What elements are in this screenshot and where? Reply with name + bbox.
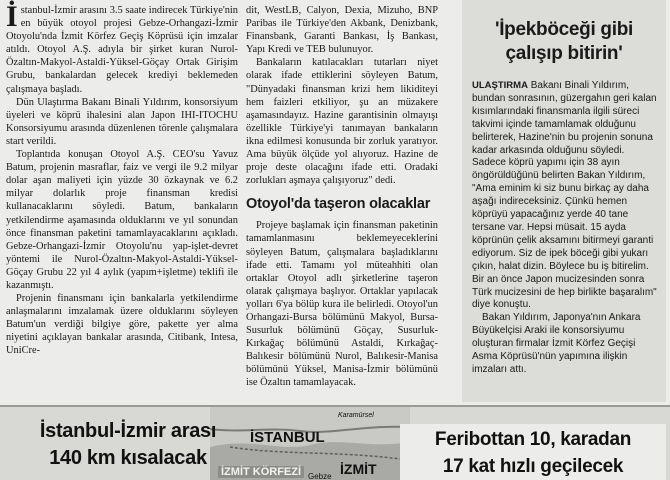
- map-label-izmit: İZMİT: [340, 461, 377, 477]
- paragraph: Projenin finansmanı için bankalarla yetkilendirme anlaşmalarını imzalamak üzere olduklarını söyleyen Batum'un verdiği bilgiye göre, pakette yer alma niyetini açıklayan bankalar arasında, Citibank, Intesa, UniCre-: [6, 293, 238, 357]
- banner-headline-left-line1: İstanbul-İzmir arası: [39, 420, 217, 442]
- paragraph-text: Bakanı Binali Yıldırım, bundan sonrasının, güzergahın geri kalan kısımlarındaki finansmanla ilgili süreci takvimi içinde tamamlamak olduğunu belirterek, Hazine'nin bu projenin sonuna kadar arkasında olduğunu söyledi. Sadece köprü yapımı için 38 ayın öngörüldüğünü belirten Bakan Yıldırım, "Ama eminim ki siz bunu birkaç ay daha aşağı indireceksiniz. Çünkü hemen köprüyü yapacağınız yerde 40 tane tersane var. Hepsi müsait. 15 ayda köprünün çelik aksamını bitirmeyi garanti ediyorum. Siz de ipek böceği gibi yukarı çıkın, halat dizin. Böylece bu iş bitirelim. Bir an önce Japon mucizesinden sonra Türk mucizesini de hep birlikte başaralım" diye konuştu.: [472, 80, 657, 311]
- paragraph: Projeye başlamak için finansman paketinin tamamlanmasını beklemeyeceklerini söyleyen Batum, çalışmalara başladıklarını ifade etti. Tamamı yol müteahhiti olan ortaklar Otoyol adlı şirketlerine taşeron olarak çalışmaya başlıyor. Ortaklar yapılacak yolları 6'ya bölüp kura ile belirledi. Otoyol'un Orhangazi-Bursa bölümünü Makyol, Bursa-Susurluk bölümünü Göçay, Susurluk-Kırkağaç bölümünü Astaldi, Kırkağaç-Balıkesir bölümünü Nurol, Balıkesir-Manisa bölümünü Yüksel, Manisa-İzmir bölümünü ise Özaltın tamamlayacak.: [246, 220, 438, 389]
- map-label-istanbul: İSTANBUL: [250, 429, 325, 446]
- sidebar-body: [462, 80, 666, 377]
- map-label-gebze: Gebze: [308, 472, 332, 480]
- lead-text: stanbul-İzmir arasını 3.5 saate indirecek Türkiye'nin en büyük otoyol projesi Gebze-Orhangazi-İzmir Otoyolu'nda İzmit Körfez Geçiş Köprüsü için imzalar atıldı. Otoyol A.Ş. adıyla bir şirket kuran Nurol-Özaltın-Makyol-Astaldi-Yüksel-Göçay Ortak Girişim Grubu, bankalardan gelecek krediyi beklemeden çalışmaya başladı.: [6, 5, 238, 95]
- paragraph: [472, 80, 660, 312]
- map-label-izmit-korfezi: İZMİT KÖRFEZİ: [218, 466, 304, 478]
- banner-headline-right-line2: 17 kat hızlı geçilecek: [442, 456, 624, 477]
- banner-headline-left: [28, 418, 228, 472]
- paragraph: Bankaların katılacakları tutarları niyet olarak ifade ettiklerini söyleyen Batum, "Dünyadaki finansman krizi hem likiditeyi hem faizleri etkiliyor, şu an müzakere aşamasındayız. Hazine garantisinin olmayışı özellikle Türkiye'yi tanımayan bankaların ikna edilmesi konusunda bir zorluk yaratıyor. Ama büyük ölçüde yol alıyoruz. Hazine de proje deste olacağını ifade etti. Oradaki zorlukları aşmaya çalışıyoruz" dedi.: [246, 57, 438, 187]
- paragraph: Toplantıda konuşan Otoyol A.Ş. CEO'su Yavuz Batum, projenin masraflar, faiz ve vergi ile 9.2 milyar dolar aşan maliyeti için yüzde 30 özkaynak ve 6.2 milyar dolarlık proje finansman kredisi kullanacaklarını söyledi. Batum, bankaların yetkilendirme aşamasında olduklarını ve yıl sonundan önce finansman paketini tamamlayacaklarını açıkladı. Gebze-Orhangazi-İzmir Otoyolu'nu yap-işlet-devret yöntemi ile Nurol-Özaltın-Makyol-Astaldi-Yüksel-Göçay Grubu 22 yıl 4 aylık (yapım+işletme) teklifi ile kazanmıştı.: [6, 149, 238, 291]
- paragraph: Dün Ulaştırma Bakanı Binali Yıldırım, konsorsiyum üyeleri ve köprü ihalesini alan Japon IHI-ITOCHU Konsorsiyumu arasında düzenlenen törenle çalışmalara start verildi.: [6, 96, 238, 147]
- dateline: ULAŞTIRMA: [472, 80, 528, 91]
- article-column-2: [246, 4, 438, 390]
- map-label-karamursel: Karamürsel: [338, 412, 374, 419]
- sidebar-article: [462, 0, 666, 402]
- banner-headline-right-line1: Feribottan 10, karadan: [434, 429, 632, 450]
- banner-headline-left-line2: 140 km kısalacak: [49, 447, 207, 469]
- sidebar-headline: 'İpekböceği gibi çalışıp bitirin': [494, 19, 633, 64]
- article-column-1: [6, 0, 238, 358]
- paragraph: dit, WestLB, Calyon, Dexia, Mizuho, BNP Paribas ile Türkiye'den Akbank, Denizbank, Finansbank, Garanti Bankası, İş Bankası, Yapı Kredi ve TEB bulunuyor.: [246, 5, 438, 56]
- banner-headline-right: [400, 424, 666, 480]
- lead-paragraph: [6, 0, 238, 96]
- subheading: Otoyol'da taşeron olacaklar: [246, 196, 431, 213]
- paragraph: Bakan Yıldırım, Japonya'nın Ankara Büyükelçisi Araki ile konsorsiyumu oluşturan firmalar İzmit Körfez Geçişi Asma Köprüsü'nün yapımına ilişkin imzaları attı.: [472, 312, 641, 375]
- drop-cap: İ: [6, 0, 18, 33]
